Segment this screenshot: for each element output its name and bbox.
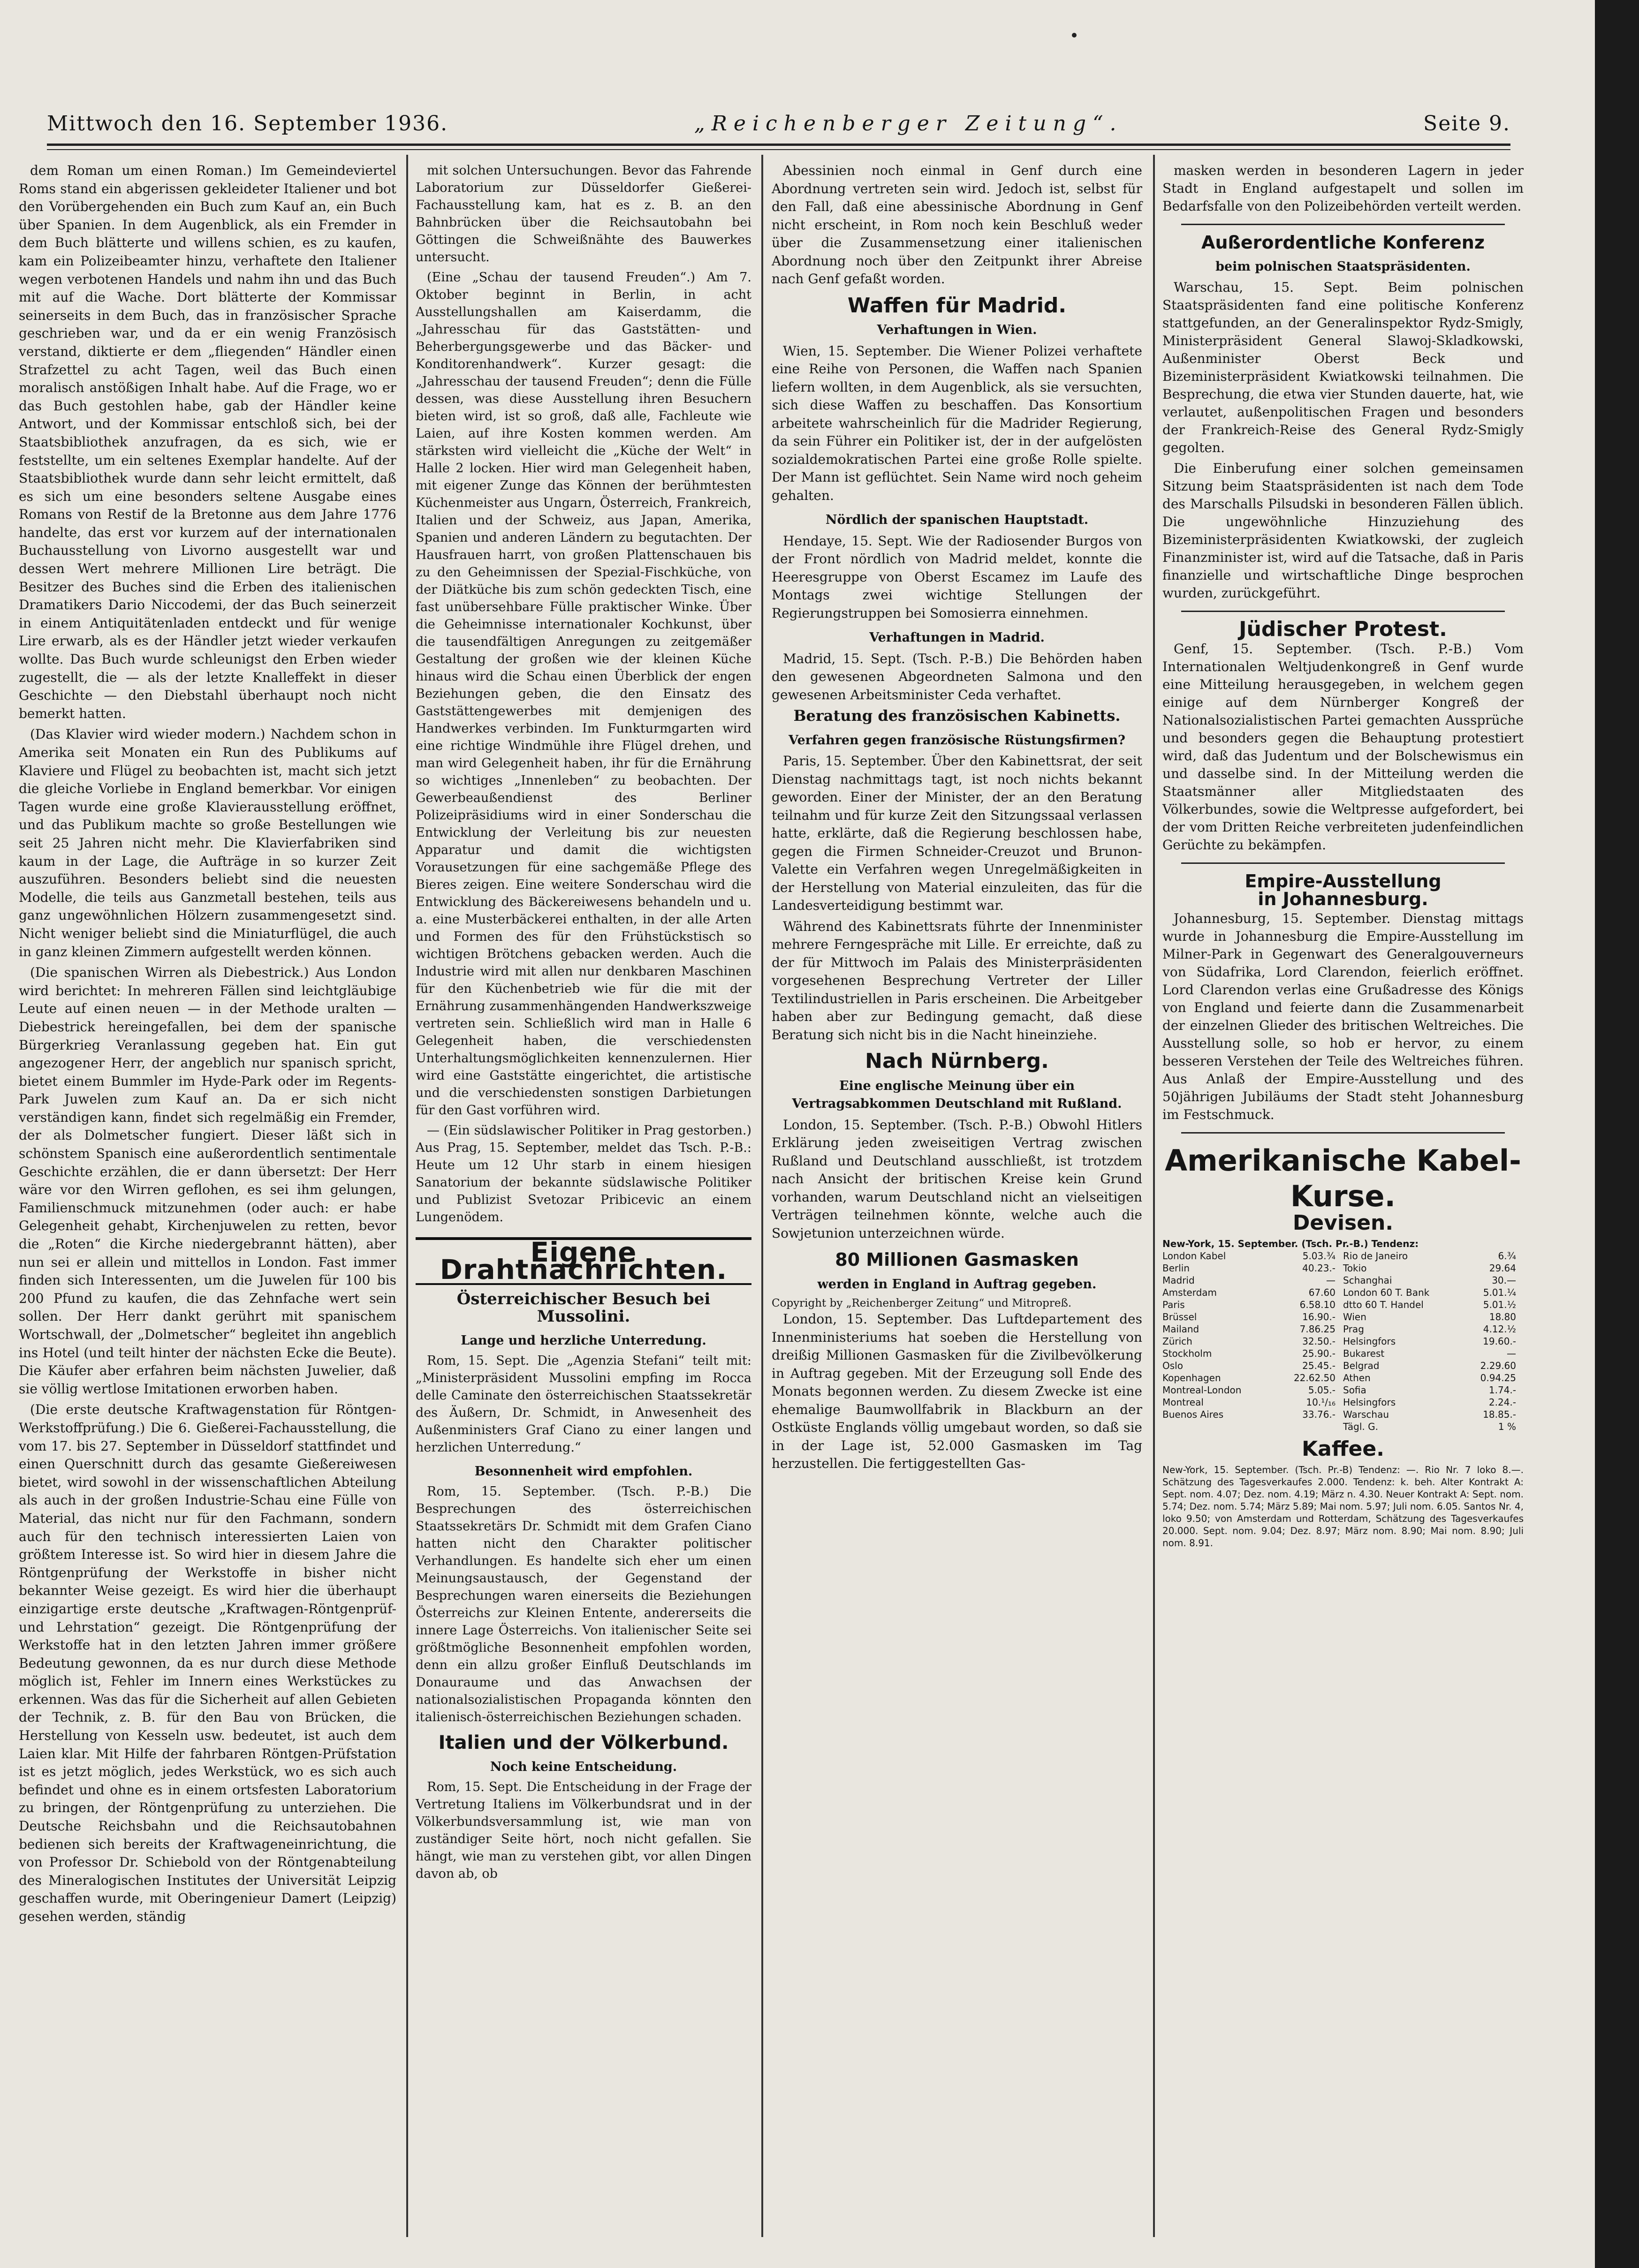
article-paragraph: Johannesburg, 15. September. Dienstag mittags wurde in Johannesburg die Empire-Ausstellung im Milner-Park in Gegenwart des Generalgouverneurs von Südafrika, Lord Clarendon, feierlich eröffnet. Lord Clarendon verlas eine Grußadresse des Königs von England und feierte dann die Zusammenarbeit der einzelnen Glieder des britischen Weltreiches. Die Ausstellung solle, so hob er hervor, zu einem besseren Verstehen der Teile des Weltreiches führen. Aus Anlaß der Empire-Ausstellung und des 50jährigen Jubiläums der Stadt steht Johannesburg im Festschmuck. xyxy=(1162,911,1524,1122)
header-rule-thin xyxy=(47,149,1510,150)
rate-cell xyxy=(1162,1311,1343,1323)
currency-rate: 10.¹/₁₆ xyxy=(1306,1397,1335,1408)
currency-name: Montreal-London xyxy=(1162,1384,1242,1396)
exchange-rates-title: Amerikanische Kabel- xyxy=(1165,1143,1521,1178)
rates-row xyxy=(1162,1396,1524,1408)
currency-rate: 5.01.¼ xyxy=(1483,1287,1516,1298)
rate-cell xyxy=(1162,1323,1343,1335)
rate-cell xyxy=(1162,1286,1343,1299)
rate-cell xyxy=(1343,1274,1524,1286)
coffee-prices: New-York, 15. September. (Tsch. Pr.-B) Tendenz: —. Rio Nr. 7 loko 8.—. Schätzung des Tagesverkaufes 2.000. Tendenz: k. beh. Alter Kontrakt A: Sept. nom. 4.07; Dez. nom. 4.19; März n. 4.30. Neuer Kontrakt A: Sept. nom. 5.74; Dez. nom. 5.74; März 5.89; Mai nom. 5.97; Juli nom. 6.05. Santos Nr. 4, loko 9.50; von Amsterdam und Rotterdam, Schätzung des Tagesverkaufes 20.000. Sept. nom. 9.04; Dez. 8.97; März nom. 8.90; Mai nom. 8.90; Juli nom. 8.91. xyxy=(1162,1464,1524,1549)
currency-rate: 25.45.- xyxy=(1302,1360,1335,1371)
headline: Empire-Ausstellung xyxy=(1244,871,1442,892)
currency-name: Bukarest xyxy=(1343,1348,1385,1359)
rates-row xyxy=(1162,1421,1524,1433)
article-paragraph: Paris, 15. September. Über den Kabinettsrat, der seit Dienstag nachmittags tagt, ist noch nichts bekannt geworden. Einer der Minister, der an den Beratung teilnahm und für kurze Zeit den Sitzungssaal verlassen hatte, erklärte, daß die Regierung beschlossen habe, gegen die Firmen Schneider-Creuzot und Brunon-Valette ein Verfahren wegen Unregelmäßigkeiten in der Herstellung von Material einzuleiten, das für die Landesverteidigung bestimmt war. xyxy=(772,753,1142,913)
currency-name: Mailand xyxy=(1162,1323,1199,1335)
rate-cell xyxy=(1343,1286,1524,1299)
currency-name: Berlin xyxy=(1162,1263,1190,1274)
column-rule xyxy=(1153,155,1155,2237)
currency-rate: 30.— xyxy=(1492,1275,1516,1286)
headline: Nach Nürnberg. xyxy=(865,1049,1049,1073)
subheadline: Nördlich der spanischen Hauptstadt. xyxy=(825,513,1089,527)
newspaper-title: „Reichenberger Zeitung“. xyxy=(694,112,1123,136)
currency-name: Tokio xyxy=(1343,1263,1367,1274)
rate-cell xyxy=(1343,1262,1524,1274)
rate-cell xyxy=(1162,1299,1343,1311)
currency-name: Helsingfors xyxy=(1343,1397,1396,1408)
article-paragraph: masken werden in besonderen Lagern in jeder Stadt in England aufgestapelt und sollen im Bedarfsfalle von den Polizeibehörden verteilt werden. xyxy=(1162,163,1524,214)
column-4 xyxy=(1162,162,1524,1549)
article-paragraph: London, 15. September. Das Luftdepartement des Innenministeriums hat soeben die Herstellung von dreißig Millionen Gasmasken für die Zivilbevölkerung in Auftrag gegeben. Mit der Erzeugung soll Ende des Monats begonnen werden. Zu diesem Zwecke ist eine ehemalige Baumwollfabrik in Blackburn an der Ostküste Englands völlig umgebaut worden, so daß sie in der Lage ist, 52.000 Gasmasken im Tag herzustellen. Die fertiggestellten Gas- xyxy=(772,1311,1142,1471)
rates-row xyxy=(1162,1311,1524,1323)
article-divider xyxy=(1181,1132,1505,1134)
article-divider xyxy=(1181,224,1505,225)
subheadline: Besonnenheit wird empfohlen. xyxy=(474,1464,693,1479)
currency-name: Rio de Janeiro xyxy=(1343,1250,1408,1262)
currency-rate: 2.24.- xyxy=(1488,1397,1516,1408)
currency-rate: 18.80 xyxy=(1489,1311,1516,1323)
rate-cell xyxy=(1162,1408,1343,1421)
currency-name: Oslo xyxy=(1162,1360,1183,1371)
currency-name: Wien xyxy=(1343,1311,1366,1323)
article-paragraph: — (Ein südslawischer Politiker in Prag gestorben.) Aus Prag, 15. September, meldet das Tsch. P.-B.: Heute um 12 Uhr starb in einem hiesigen Sanatorium der bekannte südslawische Politiker und Publizist Svetozar Pribicevic an einem Lungenödem. xyxy=(416,1123,751,1225)
currency-rate: — xyxy=(1326,1275,1335,1286)
article-divider xyxy=(1181,862,1505,864)
rate-cell xyxy=(1162,1274,1343,1286)
article-paragraph: Wien, 15. September. Die Wiener Polizei verhaftete eine Reihe von Personen, die Waffen nach Spanien liefern wollten, in dem Augenblick, als sie versuchten, sich diese Waffen zu beschaffen. Das Konsortium arbeitete wahrscheinlich für die Madrider Regierung, da sein Führer ein Politiker ist, der in der aufgelösten sozialdemokratischen Partei eine große Rolle spielte. Der Mann ist geflüchtet. Sein Name wird noch geheim gehalten. xyxy=(772,343,1142,503)
currency-rate: 4.12.½ xyxy=(1483,1323,1516,1335)
headline: 80 Millionen Gasmasken xyxy=(835,1249,1079,1270)
currency-rate: 18.85.- xyxy=(1483,1409,1516,1420)
currency-name: Helsingfors xyxy=(1343,1336,1396,1347)
article-paragraph: mit solchen Untersuchungen. Bevor das Fahrende Laboratorium zur Düsseldorfer Gießerei-Fachausstellung kam, hat es z. B. an den Bahnbrücken über die Reichsautobahn bei Göttingen die Schweißnähte des Bauwerkes untersucht. xyxy=(416,163,751,265)
rate-cell xyxy=(1162,1372,1343,1384)
currency-name: Warschau xyxy=(1343,1409,1389,1420)
currency-name: dtto 60 T. Handel xyxy=(1343,1299,1424,1310)
currency-name: Brüssel xyxy=(1162,1311,1197,1323)
article-paragraph: Rom, 15. Sept. Die „Agenzia Stefani“ teilt mit: „Ministerpräsident Mussolini empfing im Rocca delle Caminate den österreichischen Staatssekretär des Äußern, Dr. Schmidt, in Anwesenheit des Außenministers Graf Ciano zu einer langen und herzlichen Unterredung.“ xyxy=(416,1353,751,1455)
headline: Jüdischer Protest. xyxy=(1239,617,1447,641)
currency-rate: 5.03.¾ xyxy=(1302,1250,1335,1262)
rate-cell xyxy=(1343,1408,1524,1421)
currency-name: Paris xyxy=(1162,1299,1185,1310)
currency-name: Madrid xyxy=(1162,1275,1195,1286)
currency-name: London Kabel xyxy=(1162,1250,1226,1262)
currency-rate: 40.23.- xyxy=(1302,1263,1335,1274)
headline: Außerordentliche Konferenz xyxy=(1201,232,1485,253)
rate-cell xyxy=(1343,1323,1524,1335)
currency-rate: 0.94.25 xyxy=(1480,1372,1516,1383)
rate-cell xyxy=(1162,1421,1343,1433)
column-rule xyxy=(406,155,408,2237)
currency-rate: 33.76.- xyxy=(1302,1409,1335,1420)
article-paragraph: (Die spanischen Wirren als Diebestrick.) Aus London wird berichtet: In mehreren Fällen sind leichtgläubige Leute auf einen neuen — in der Methode uralten — Diebestrick hereingefallen, bei dem der spanische Bürgerkrieg Veranlassung gegeben hat. Ein gut angezogener Herr, der angeblich nur spanisch spricht, bietet einem Bummler im Hyde-Park oder im Regents-Park Juwelen zum Kauf an. Da er sich nicht verständigen kann, findet sich regelmäßig ein Fremder, der als Dolmetscher fungiert. Dieser läßt sich in schönstem Spanisch eine außerordentlich sentimentale Geschichte erzählen, die er dann übersetzt: Der Herr wäre vor den Wirren geflohen, es sei ihm gelungen, Familienschmuck mitzunehmen (oder auch: er habe Gelegenheit gehabt, Kirchenjuwelen zu retten, bevor die „Roten“ die Kirche niedergebrannt hätten), aber nun sei er allein und mittellos in London. Fast immer finden sich Interessenten, um die Juwelen für 100 bis 200 Pfund zu kaufen, die das Zehnfache wert sein sollen. Der Herr dankt gerührt mit spanischem Wortschwall, der „Dolmetscher“ begleitet ihn angeblich ins Hotel (und teilt hinter der nächsten Ecke die Beute). Die Käufer aber erfahren beim nächsten Juwelier, daß sie völlig wertlose Imitationen erworben haben. xyxy=(19,965,396,1397)
currency-name: Schanghai xyxy=(1343,1275,1392,1286)
rates-row xyxy=(1162,1360,1524,1372)
rate-cell xyxy=(1343,1396,1524,1408)
article-paragraph: dem Roman um einen Roman.) Im Gemeindeviertel Roms stand ein abgerissen gekleideter Italiener und bot den Vorübergehenden ein Buch zum Kauf an, ein Buch über Spanien. In dem Augenblick, als ein Fremder in dem Buch blätterte und willens schien, es zu kaufen, kam ein Polizeibeamter hinzu, verhaftete den Italiener wegen verbotenen Handels und nahm ihn und das Buch mit auf die Wache. Dort blätterte der Kommissar seinerseits in dem Buch, das in französischer Sprache geschrieben war, und da er ein wenig Französisch verstand, diktierte er dem „fliegenden“ Händler einen Strafzettel zu acht Tagen, weil das Buch einen moralisch anstößigen Inhalt habe. Auf die Frage, wo er das Buch gestohlen habe, gab der Händler keine Antwort, und der Kommissar entschloß sich, bei der Staatsbibliothek anzufragen, da es sich, wie er feststellte, um ein seltenes Exemplar handelte. Auf der Staatsbibliothek wurde dann sehr leicht ermittelt, daß es sich um eine besonders seltene Ausgabe eines Romans von Restif de la Bretonne aus dem Jahre 1776 handelte, das erst vor kurzem auf der internationalen Buchausstellung von Livorno ausgestellt war und dessen Wert mehrere Millionen Lire beträgt. Die Besitzer des Buches sind die Erben des italienischen Dramatikers Dario Niccodemi, der das Buch seinerzeit in einem Antiquitätenladen entdeckt und für wenige Lire erwarb, als es der Händler jetzt wieder verkaufen wollte. Das Buch wurde schleunigst den Erben wieder zugestellt, die — als der letzte Knalleffekt in dieser Geschichte — den Diebstahl überhaupt noch nicht bemerkt hatten. xyxy=(19,163,396,721)
currency-name: Stockholm xyxy=(1162,1348,1212,1359)
currency-name: Zürich xyxy=(1162,1336,1192,1347)
rate-cell xyxy=(1343,1372,1524,1384)
column-2 xyxy=(416,162,751,1885)
rates-table-heading: New-York, 15. September. (Tsch. Pr.-B.) Tendenz: xyxy=(1162,1238,1419,1249)
currency-rate: 2.29.60 xyxy=(1480,1360,1516,1371)
article-paragraph: Genf, 15. September. (Tsch. P.-B.) Vom Internationalen Weltjudenkongreß in Genf wurde eine Mitteilung herausgegeben, in welchem gegen einige auf dem Nürnberger Kongreß der Nationalsozialistischen Partei gemachten Aussprüche und besonders gegen die Behauptung protestiert wird, daß das Judentum und der Bolschewismus ein und dasselbe sind. In der Mitteilung werden die Staatsmänner aller Mitgliedstaaten des Völkerbundes, sowie die Weltpresse aufgefordert, bei der vom Dritten Reiche verbreiteten judenfeindlichen Gerüchte zu bekämpfen. xyxy=(1162,641,1524,853)
currency-rate: 1.74.- xyxy=(1488,1384,1516,1396)
rate-cell xyxy=(1162,1262,1343,1274)
rate-cell xyxy=(1162,1335,1343,1347)
currency-name: Belgrad xyxy=(1343,1360,1380,1371)
currency-rate: 6.58.10 xyxy=(1299,1299,1335,1310)
currency-name: Buenos Aires xyxy=(1162,1409,1224,1420)
column-1 xyxy=(19,162,396,1929)
rates-row xyxy=(1162,1299,1524,1311)
rates-row xyxy=(1162,1250,1524,1262)
rates-table xyxy=(1162,1238,1524,1433)
rate-cell xyxy=(1162,1360,1343,1372)
currency-name: Prag xyxy=(1343,1323,1364,1335)
rate-cell xyxy=(1162,1347,1343,1360)
rate-cell xyxy=(1343,1347,1524,1360)
currency-rate: — xyxy=(1507,1348,1516,1359)
rates-row xyxy=(1162,1323,1524,1335)
article-paragraph: Madrid, 15. Sept. (Tsch. P.-B.) Die Behörden haben den gewesenen Abgeordneten Salmona und den gewesenen Arbeitsminister Ceda verhaftet. xyxy=(772,650,1142,703)
article-paragraph: (Eine „Schau der tausend Freuden“.) Am 7. Oktober beginnt in Berlin, in acht Ausstellungshallen am Kaiserdamm, die „Jahresschau für das Gaststätten- und Beherbergungsgewerbe und das Bäcker- und Konditorenhandwerk“. Kurzer gesagt: die „Jahresschau der tausend Freuden“; denn die Fülle dessen, was diese Ausstellung ihren Besuchern bieten wird, ist so groß, daß alle, Fachleute wie Laien, auf ihre Kosten kommen werden. Am stärksten wird vielleicht die „Küche der Welt“ in Halle 2 locken. Hier wird man Gelegenheit haben, mit eigener Zunge das Können der berühmtesten Küchenmeister aus Ungarn, Österreich, Frankreich, Italien und der Schweiz, aus Japan, Amerika, Spanien und anderen Ländern zu begutachten. Der Hausfrauen harrt, von großen Plattenschauen bis zu den Geheimnissen der Spezial-Fischküche, von der Diätküche bis zum schön gedeckten Tisch, eine fast unübersehbare Fülle praktischer Winke. Über die Geheimnisse internationaler Kochkunst, über die tausendfältigen Anregungen zu zeitgemäßer Gestaltung der großen wie der kleinen Küche hinaus wird die Schau einen Überblick der engen Beziehungen geben, die den Einsatz des Gaststättengewerbes mit demjenigen des Handwerkes verbinden. Im Funkturmgarten wird eine richtige Windmühle ihre Flügel drehen, und man wird Gelegenheit haben, ihr für die Ernährung so wichtiges „Innenleben“ zu beobachten. Der Gewerbeaußendienst des Berliner Polizeipräsidiums wird in einer Sonderschau die Entwicklung der Verleitung bis zur neuesten Apparatur und damit die wichtigsten Vorausetzungen für eine sachgemäße Pflege des Bieres zeigen. Eine weitere Sonderschau wird die Entwicklung des Bäckereiwesens behandeln und u. a. eine Musterbäckerei enthalten, in der alle Arten und Formen des für den Frühstückstisch so wichtigen Brötchens gebacken werden. Auch die Industrie wird mit allen nur denkbaren Maschinen für den Küchenbetrieb wie für die mit der Ernährung zusammenhängenden Handwerkszweige vertreten sein. Schließlich wird man in Halle 6 Gelegenheit haben, die verschiedensten Unterhaltungsmöglichkeiten kennenzulernen. Hier wird eine Gaststätte eingerichtet, die artistische und die verschiedensten sonstigen Darbietungen für den Gast vorführen wird. xyxy=(416,270,751,1118)
ink-spot xyxy=(1072,33,1077,38)
rates-row xyxy=(1162,1408,1524,1421)
article-paragraph: Hendaye, 15. Sept. Wie der Radiosender Burgos von der Front nördlich von Madrid meldet, konnte die Heeresgruppe von Oberst Escamez im Laufe des Montags zwei wichtige Stellungen der Regierungstruppen bei Somosierra einnehmen. xyxy=(772,533,1142,621)
rate-cell xyxy=(1343,1421,1524,1433)
exchange-rates-title-line-2: Kurse. xyxy=(1290,1179,1396,1213)
article-paragraph: Rom, 15. September. (Tsch. P.-B.) Die Besprechungen des österreichischen Staatssekretärs Dr. Schmidt mit dem Grafen Ciano hatten nicht den Charakter politischer Verhandlungen. Es handelte sich eher um einen Meinungsaustausch, der Gegenstand der Besprechungen waren einerseits die Beziehungen Österreichs zur Kleinen Entente, andererseits die innere Lage Österreichs. Von italienischer Seite sei größtmögliche Besonnenheit empfohlen worden, denn ein allzu großer Einfluß Deutschlands im Donauraume und das Anwachsen der nationalsozialistischen Propaganda könnten den italienisch-österreichischen Beziehungen schaden. xyxy=(416,1484,751,1724)
coffee-heading: Kaffee. xyxy=(1302,1437,1384,1461)
rates-row xyxy=(1162,1384,1524,1396)
rate-cell xyxy=(1343,1360,1524,1372)
rates-row xyxy=(1162,1347,1524,1360)
header-rule xyxy=(47,144,1510,146)
section-banner: Eigene Drahtnachrichten. xyxy=(416,1237,751,1285)
column-rule xyxy=(761,155,763,2237)
currencies-heading: Devisen. xyxy=(1292,1211,1394,1235)
currency-rate: 19.60.- xyxy=(1483,1336,1516,1347)
article-paragraph: Während des Kabinettsrats führte der Innenminister mehrere Ferngespräche mit Lille. Er erreichte, daß zu der für Mittwoch im Palais des Ministerpräsidenten vorgesehenen Besprechung Vertreter der Liller Textilindustriellen in Paris erscheinen. Die Arbeitgeber haben aber zur Bedingung gemacht, daß diese Beratung sich nicht bis in die Nacht hineinziehe. xyxy=(772,918,1142,1043)
currency-name: Sofia xyxy=(1343,1384,1366,1396)
rate-cell xyxy=(1343,1335,1524,1347)
rate-cell xyxy=(1343,1299,1524,1311)
rate-cell xyxy=(1162,1396,1343,1408)
currency-name: London 60 T. Bank xyxy=(1343,1287,1430,1298)
currency-rate: 22.62.50 xyxy=(1293,1372,1335,1383)
rates-row xyxy=(1162,1335,1524,1347)
issue-date: Mittwoch den 16. September 1936. xyxy=(47,112,448,136)
currency-rate: 32.50.- xyxy=(1302,1336,1335,1347)
currency-rate: 67.60 xyxy=(1308,1287,1335,1298)
rates-table-body xyxy=(1162,1250,1524,1433)
page-header xyxy=(47,107,1510,141)
currency-rate: 29.64 xyxy=(1489,1263,1516,1274)
subheadline: Verfahren gegen französische Rüstungsfirmen? xyxy=(789,733,1125,748)
subheadline: Noch keine Entscheidung. xyxy=(490,1760,677,1774)
rates-row xyxy=(1162,1262,1524,1274)
rates-row xyxy=(1162,1372,1524,1384)
subheadline: Verhaftungen in Madrid. xyxy=(869,630,1045,645)
currency-rate: 7.86.25 xyxy=(1299,1323,1335,1335)
subheadline: werden in England in Auftrag gegeben. xyxy=(817,1277,1097,1292)
currency-rate: 25.90.- xyxy=(1302,1348,1335,1359)
article-paragraph: Die Einberufung einer solchen gemeinsamen Sitzung beim Staatspräsidenten ist nach dem Tode des Marschalls Pilsudski in besonderen Fällen üblich. Die ungewöhnliche Hinzuziehung des Bizeministerpräsidenten Kwiatkowski, der zugleich Finanzminister ist, wird auf die Tatsache, daß in Paris finanzielle und wirtschaftliche Dinge besprochen wurden, zurückgeführt. xyxy=(1162,461,1524,601)
rate-cell xyxy=(1343,1250,1524,1262)
rate-cell xyxy=(1162,1384,1343,1396)
subheadline: Verhaftungen in Wien. xyxy=(877,323,1037,337)
rate-cell xyxy=(1343,1384,1524,1396)
currency-rate: 1 % xyxy=(1498,1421,1516,1432)
subheadline: Lange und herzliche Unterredung. xyxy=(461,1333,706,1348)
currency-name: Tägl. G. xyxy=(1343,1421,1378,1432)
article-paragraph: Warschau, 15. Sept. Beim polnischen Staatspräsidenten fand eine politische Konferenz stattgefunden, an der Generalinspektor Rydz-Smigly, Ministerpräsident General Slawoj-Skladkowski, Außenminister Oberst Beck und Bizeministerpräsident Kwiatkowski teilnahmen. Die Besprechung, die etwa vier Stunden dauerte, hat, wie verlautet, außenpolitischen Fragen und besonders der Frankreich-Reise des General Rydz-Smigly gegolten. xyxy=(1162,280,1524,455)
currency-name: Kopenhagen xyxy=(1162,1372,1221,1383)
article-paragraph: Abessinien noch einmal in Genf durch eine Abordnung vertreten sein wird. Jedoch ist, selbst für den Fall, daß eine abessinische Abordnung in Genf nicht erscheint, in Rom noch kein Beschluß weder über die Zusammensetzung einer italienischen Abordnung noch über den Zeitpunkt ihrer Abreise nach Genf gefaßt worden. xyxy=(772,163,1142,287)
currency-rate: 5.01.½ xyxy=(1483,1299,1516,1310)
currency-rate: 6.¾ xyxy=(1498,1250,1516,1262)
article-paragraph: (Das Klavier wird wieder modern.) Nachdem schon in Amerika seit Monaten ein Run des Publikums auf Klaviere und Flügel zu beobachten ist, macht sich jetzt die gleiche Vorliebe in England bemerkbar. Vor einigen Tagen wurde eine große Klavierausstellung eröffnet, und das Publikum machte so große Bestellungen wie seit 25 Jahren nicht mehr. Die Klavierfabriken sind kaum in der Lage, die Aufträge in so kurzer Zeit auszuführen. Besonders beliebt sind die neuesten Modelle, die teils aus Ganzmetall bestehen, teils aus ganz ungewöhnlichen Hölzern zusammengesetzt sind. Nicht weniger beliebt sind die Miniaturflügel, die auch in ganz kleinen Zimmern aufgestellt werden können. xyxy=(19,726,396,960)
currency-name: Athen xyxy=(1343,1372,1371,1383)
currency-rate: 5.05.- xyxy=(1308,1384,1335,1396)
page-number: Seite 9. xyxy=(1423,112,1510,136)
article-paragraph: Rom, 15. Sept. Die Entscheidung in der Frage der Vertretung Italiens im Völkerbundsrat und in der Völkerbundsversammlung ist, wie man von zuständiger Seite hört, noch nicht gefallen. Sie hängt, wie man zu verstehen gibt, vor allen Dingen davon ab, ob xyxy=(416,1780,751,1881)
rate-cell xyxy=(1162,1250,1343,1262)
headline: Italien und der Völkerbund. xyxy=(438,1732,729,1754)
article-paragraph: (Die erste deutsche Kraftwagenstation für Röntgen-Werkstoffprüfung.) Die 6. Gießerei-Fachausstellung, die vom 17. bis 27. September in Düsseldorf stattfindet und einen Querschnitt durch das gesamte Gießereiwesen bietet, wird sowohl in der wissenschaftlichen Abteilung als auch in der großen Industrie-Schau eine Fülle von Material, das nicht nur für den Fachmann, sondern auch für den technisch interessierten Laien von größtem Interesse ist. So wird hier in diesem Jahre die Röntgenprüfung der Werkstoffe in bisher nicht bekannter Weise gezeigt. Es wird hier die überhaupt einzigartige erste deutsche „Kraftwagen-Röntgenprüf- und Lehrstation“ gezeigt. Die Röntgenprüfung der Werkstoffe hat in den letzten Jahren immer größere Bedeutung gewonnen, da es nur durch diese Methode möglich ist, Fehler im Innern eines Werkstückes zu erkennen. Was das für die Sicherheit auf allen Gebieten der Technik, z. B. für den Bau von Brücken, die Herstellung von Kesseln usw. bedeutet, ist auch dem Laien klar. Mit Hilfe der fahrbaren Röntgen-Prüfstation ist es jetzt möglich, jedes Werkstück, wo es sich auch befindet und ohne es in einem ortsfesten Laboratorium zu bringen, der Röntgenprüfung zu unterziehen. Die Deutsche Reichsbahn und die Reichsautobahnen bedienen sich bereits der Kraftwageneinrichtung, die von Professor Dr. Schiebold von der Röntgenabteilung des Mineralogischen Institutes der Universität Leipzig geschaffen wurde, mit Oberingenieur Damert (Leipzig) gesehen werden, ständig xyxy=(19,1402,396,1924)
subheadline: Eine englische Meinung über ein Vertragsabkommen Deutschland mit Rußland. xyxy=(792,1078,1122,1111)
rates-row xyxy=(1162,1274,1524,1286)
headline: Waffen für Madrid. xyxy=(847,293,1067,318)
currency-rate: 16.90.- xyxy=(1302,1311,1335,1323)
copyright-note: Copyright by „Reichenberger Zeitung“ und Mitropreß. xyxy=(772,1297,1072,1309)
rates-row xyxy=(1162,1286,1524,1299)
column-3 xyxy=(772,162,1142,1476)
headline: Österreichischer Besuch bei Mussolini. xyxy=(456,1290,711,1326)
headline: Beratung des französischen Kabinetts. xyxy=(793,707,1121,725)
currency-name: Montreal xyxy=(1162,1397,1204,1408)
subheadline: beim polnischen Staatspräsidenten. xyxy=(1215,259,1471,274)
headline-line-2: in Johannesburg. xyxy=(1258,889,1428,909)
currency-name: Amsterdam xyxy=(1162,1287,1217,1298)
rate-cell xyxy=(1343,1311,1524,1323)
article-paragraph: London, 15. September. (Tsch. P.-B.) Obwohl Hitlers Erklärung jeden zweiseitigen Vertrag zwischen Rußland und Deutschland ausschließt, ist trotzdem nach Ansicht der britischen Kreise kein Grund vorhanden, warum Deutschland nicht an vielseitigen Verträgen teilnehmen könnte, welche auch die Sowjetunion unterzeichnen würde. xyxy=(772,1117,1142,1241)
article-divider xyxy=(1181,611,1505,612)
